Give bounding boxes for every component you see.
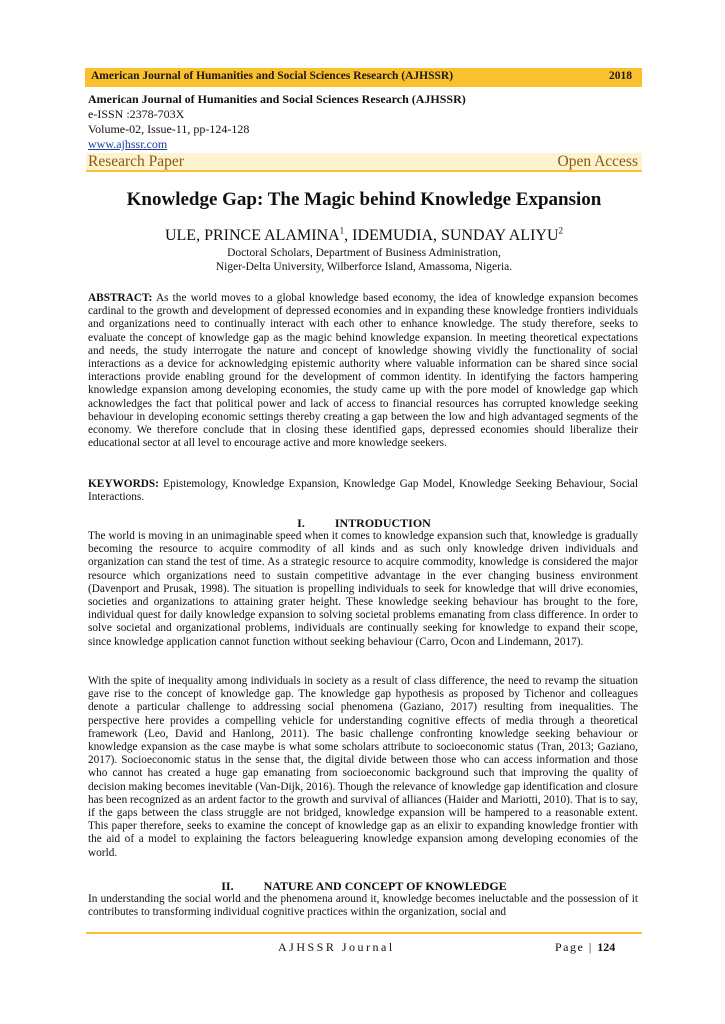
abstract-paragraph <box>88 292 638 450</box>
footer-page <box>555 940 615 955</box>
article-title: Knowledge Gap: The Magic behind Knowledge Expansion <box>126 189 602 210</box>
keywords-text: Epistemology, Knowledge Expansion, Knowledge Gap Model, Knowledge Seeking Behaviour, Social Interactions. <box>88 478 638 504</box>
article-type-banner <box>86 153 642 170</box>
abstract-label: ABSTRACT: <box>88 292 153 304</box>
section-2-title: NATURE AND CONCEPT OF KNOWLEDGE <box>263 879 507 893</box>
author-2-affiliation-mark: 2 <box>558 225 564 236</box>
open-access-label: Open Access <box>557 153 638 170</box>
affiliation-line-2: Niger-Delta University, Wilberforce Island, Amassoma, Nigeria. <box>215 261 513 273</box>
meta-journal-name: American Journal of Humanities and Social Sciences Research (AJHSSR) <box>88 92 466 106</box>
article-type-label: Research Paper <box>88 153 184 170</box>
section-2-heading <box>86 879 642 894</box>
abstract-text: As the world moves to a global knowledge based economy, the idea of knowledge expansion becomes cardinal to the growth and development of depressed economies and in expanding these knowledge frontiers individuals and organizations need to continually interact with each other to enhance knowledge. The study therefore, seeks to evaluate the concept of knowledge gap as the magic behind knowledge expansion. In meeting theoretical expectations and needs, the study interrogate the nature and concept of knowledge showing vividly the functionality of social interactions as a device for acknowledging epistemic authority where valuable information can be shared since social interactions provide enabling ground for the development of common identity. In identifying the factors hampering knowledge expansion among developing economies, the study came up with the pore model of knowledge gap which acknowledges the fact that political power and lack of access to financial resources has corrupted knowledge seeking behaviour in developing economic settings thereby creating a gap between the low and high advantaged segments of the economy. We therefore conclude that in closing these identified gaps, depressed economies should liberalize their educational sector at all level to encourage active and more knowledge seekers. <box>88 292 638 450</box>
keywords-label: KEYWORDS: <box>88 478 159 490</box>
meta-volume: Volume-02, Issue-11, pp-124-128 <box>88 122 250 136</box>
author-1-affiliation-mark: 1 <box>339 225 345 236</box>
section-2-paragraph-1: In understanding the social world and the phenomena around it, knowledge becomes ineluctable and the possession of it contributes to transforming individual cognitive practices within the organization, social and <box>88 893 638 919</box>
header-divider <box>86 170 642 172</box>
author-affiliation <box>86 246 642 274</box>
section-2-number: II. <box>221 879 234 893</box>
article-authors <box>86 227 642 245</box>
author-1-name: ULE, PRINCE ALAMINA <box>164 227 340 244</box>
journal-header-bar <box>85 68 642 87</box>
keywords-paragraph <box>88 478 638 504</box>
journal-meta <box>88 92 466 152</box>
intro-paragraph-1: The world is moving in an unimaginable speed when it comes to knowledge expansion such that, knowledge is gradually becoming the resource to acquire commodity of all kinds and as such only knowledge driven individuals and organization can stand the test of time. As a strategic resource to acquire commodity, knowledge is considered the major resource which organizations need to sustain competitive advantage in the ever changing business environment (Davenport and Prusak, 1998). The situation is propelling individuals to seek for knowledge that will drive economies, societies and organizations to attaining grater height. These knowledge seeking behaviour has brought to the fore, individual quest for daily knowledge expansion to solving societal problems emanating from class difference. In order to solve societal and organizational problems, individuals are continually seeking for knowledge to expand their scope, since knowledge application cannot function without seeking behaviour (Carro, Ocon and Lindemann, 2017). <box>88 530 638 648</box>
section-1-heading <box>86 516 642 531</box>
meta-issn: e-ISSN :2378-703X <box>88 107 185 121</box>
author-2-name: , IDEMUDIA, SUNDAY ALIYU <box>344 227 559 244</box>
affiliation-line-1: Doctoral Scholars, Department of Business Administration, <box>227 247 501 259</box>
intro-paragraph-2: With the spite of inequality among individuals in society as a result of class difference, the need to revamp the situation gave rise to the concept of knowledge gap. The knowledge gap hypothesis as proposed by Tichenor and colleagues denote a particular challenge to addressing social phenomena (Gaziano, 2017) resulting from inequalities. The perspective here provides a compelling vehicle for understanding cognitive effects of media through a theoretical framework (Leo, David and Hanlong, 2011). The basic challenge confronting knowledge seeking behaviour or knowledge expansion as the case maybe is what some scholars attribute to socioeconomic status (Tran, 2013; Gaziano, 2017). Socioeconomic status in the sense that, the digital divide between those who can access information and those who cannot has created a huge gap emanating from socioeconomic background such that improving the quality of decision making becomes inevitable (Van-Dijk, 2016). Though the relevance of knowledge gap identification and closure has been recognized as an ardent factor to the growth and survival of alliances (Haider and Mariotti, 2010). That is to say, if the gaps between the class struggle are not bridged, knowledge expansion will be hampered to a reasonable extent. This paper therefore, seeks to examine the concept of knowledge gap as an elixir to expanding knowledge frontier with the aid of a model to explaining the factors beleaguering knowledge expansion among developing economies of the world. <box>88 675 638 859</box>
footer-divider <box>86 932 642 934</box>
section-1-title: INTRODUCTION <box>334 516 431 530</box>
meta-website-link[interactable]: www.ajhssr.com <box>88 137 168 151</box>
section-1-number: I. <box>297 516 305 530</box>
header-year: 2018 <box>609 70 632 82</box>
footer-page-number: 124 <box>597 940 616 954</box>
footer-page-label: Page | <box>555 940 598 954</box>
header-journal-title: American Journal of Humanities and Social Sciences Research (AJHSSR) <box>91 70 454 82</box>
footer-journal-name: AJHSSR Journal <box>278 940 395 954</box>
